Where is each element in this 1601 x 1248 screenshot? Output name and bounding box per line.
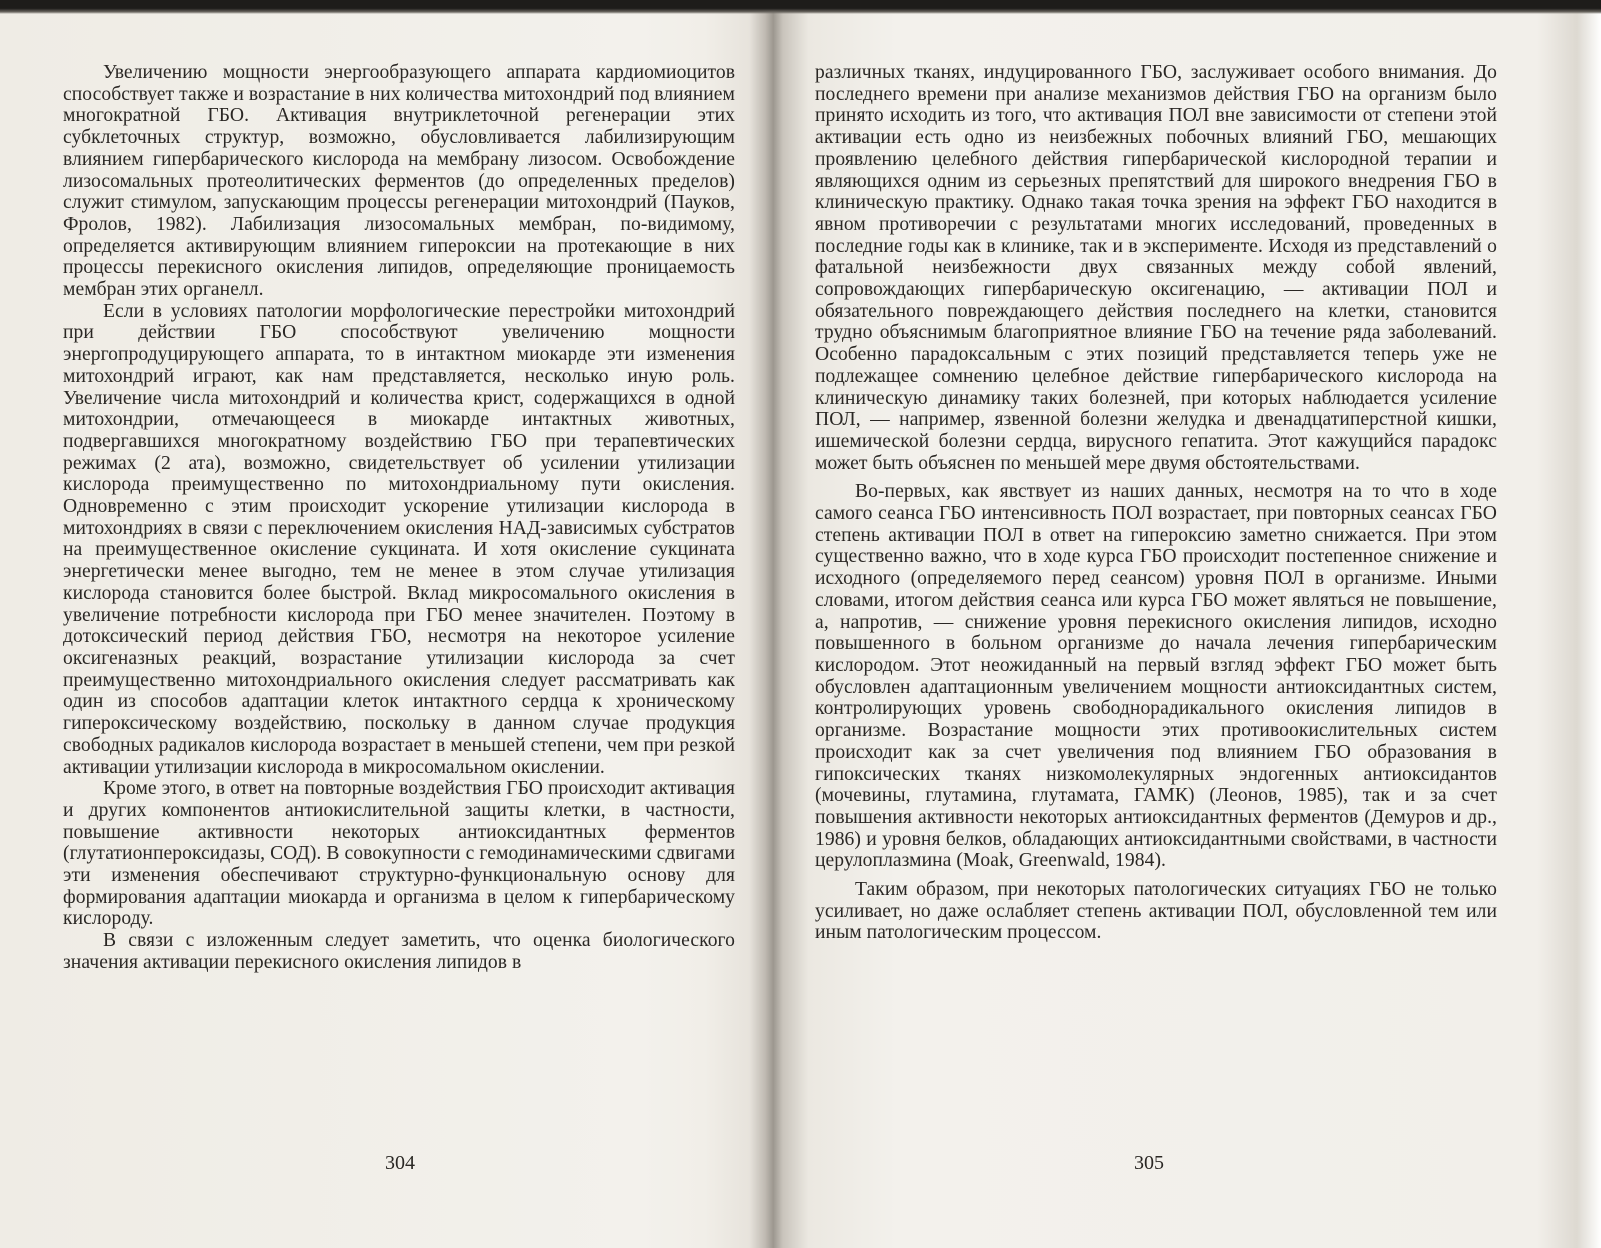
paragraph: Увеличению мощности энергообразующего аппарата кардиомиоцитов способствует также и возрастание в них количества митохондрий под влиянием многократной ГБО. Активация внутриклеточной регенерации этих субклеточных структур, возможно, обусловливается лабилизирующим влиянием гипербарического кислорода на мембрану лизосом. Освобождение лизосомальных протеолитических ферментов (до определенных пределов) служит стимулом, запускающим процессы регенерации митохондрий (Пауков, Фролов, 1982). Лабилизация лизосомальных мембран, по-видимому, определяется активирующим влиянием гипероксии на протекающие в них процессы перекисного окисления липидов, определяющие проницаемость мембран этих органелл. — [63, 62, 735, 301]
page-number: 304 — [385, 1152, 415, 1174]
paragraph: Кроме этого, в ответ на повторные воздействия ГБО происходит активация и других компонентов антиокислительной защиты клетки, в частности, повышение активности некоторых антиоксидантных ферментов (глутатионпероксидазы, СОД). В совокупности с гемодинамическими сдвигами эти изменения обеспечивают структурно-функциональную основу для формирования адаптации миокарда и организма в целом к гипербарическому кислороду. — [63, 778, 735, 930]
paragraph: Таким образом, при некоторых патологических ситуациях ГБО не только усиливает, но даже ослабляет степень активации ПОЛ, обусловленной тем или иным патологическим процессом. — [815, 879, 1497, 944]
scan-edge — [0, 0, 1601, 14]
paragraph: Если в условиях патологии морфологические перестройки митохондрий при действии ГБО способствуют увеличению мощности энергопродуцирующего аппарата, то в интактном миокарде эти изменения митохондрий играют, как нам представляется, несколько иную роль. Увеличение числа митохондрий и количества крист, содержащихся в одной митохондрии, отмечающееся в миокарде интактных животных, подвергавшихся многократному воздействию ГБО при терапевтических режимах (2 ата), возможно, свидетельствует об усилении утилизации кислорода преимущественно по митохондриальному пути окисления. Одновременно с этим происходит ускорение утилизации кислорода в митохондриях в связи с переключением окисления НАД-зависимых субстратов на преимущественное окисление сукцината. И хотя окисление сукцината энергетически менее выгодно, тем не менее в этом случае утилизация кислорода становится более быстрой. Вклад микросомального окисления в увеличение потребности кислорода при ГБО менее значителен. Поэтому в дотоксический период действия ГБО, несмотря на некоторое усиление оксигеназных реакций, возрастание утилизации кислорода за счет преимущественно митохондриального окисления следует рассматривать как один из способов адаптации клеток интактного сердца к хроническому гипероксическому воздействию, поскольку в данном случае продукция свободных радикалов кислорода возрастает в меньшей степени, чем при резкой активации утилизации кислорода в микросомальном окислении. — [63, 300, 735, 778]
right-page — [815, 62, 1497, 944]
paragraph: В связи с изложенным следует заметить, что оценка биологического значения активации перекисного окисления липидов в — [63, 930, 735, 973]
page-number: 305 — [1134, 1152, 1164, 1174]
left-page — [63, 62, 735, 974]
paragraph: Во-первых, как явствует из наших данных, несмотря на то что в ходе самого сеанса ГБО интенсивность ПОЛ возрастает, при повторных сеансах ГБО степень активации ПОЛ в ответ на гипероксию заметно снижается. При этом существенно важно, что в ходе курса ГБО происходит постепенное снижение и исходного (определяемого перед сеансом) уровня ПОЛ в организме. Иными словами, итогом действия сеанса или курса ГБО может являться не повышение, а, напротив, — снижение уровня перекисного окисления липидов, исходно повышенного в больном организме до начала лечения гипербарическим кислородом. Этот неожиданный на первый взгляд эффект ГБО может быть обусловлен адаптационным увеличением мощности антиоксидантных систем, контролирующих уровень свободнорадикального окисления липидов в организме. Возрастание мощности этих противоокислительных систем происходит как за счет увеличения под влиянием ГБО образования в гипоксических тканях низкомолекулярных эндогенных антиоксидантов (мочевины, глутамина, глутамата, ГАМК) (Леонов, 1985), так и за счет повышения активности некоторых антиоксидантных ферментов (Демуров и др., 1986) и уровня белков, обладающих антиоксидантными свойствами, в частности церулоплазмина (Moak, Greenwald, 1984). — [815, 481, 1497, 872]
paragraph: различных тканях, индуцированного ГБО, заслуживает особого внимания. До последнего времени при анализе механизмов действия ГБО на организм было принято исходить из того, что активация ПОЛ вне зависимости от степени этой активации есть одно из неизбежных побочных влияний ГБО, мешающих проявлению целебного действия гипербарической кислородной терапии и являющихся одним из серьезных препятствий для широкого внедрения ГБО в клиническую практику. Однако такая точка зрения на эффект ГБО находится в явном противоречии с результатами многих исследований, проведенных в последние годы как в клинике, так и в эксперименте. Исходя из представлений о фатальной неизбежности двух связанных между собой явлений, сопровождающих гипербарическую оксигенацию, — активации ПОЛ и обязательного повреждающего действия последнего на клетки, становится трудно объяснимым благоприятное влияние ГБО на течение ряда заболеваний. Особенно парадоксальным с этих позиций представляется теперь уже не подлежащее сомнению целебное действие гипербарического кислорода на клиническую динамику таких болезней, при которых наблюдается усиление ПОЛ, — например, язвенной болезни желудка и двенадцатиперстной кишки, ишемической болезни сердца, вирусного гепатита. Этот кажущийся парадокс может быть объяснен по меньшей мере двумя обстоятельствами. — [815, 62, 1497, 474]
